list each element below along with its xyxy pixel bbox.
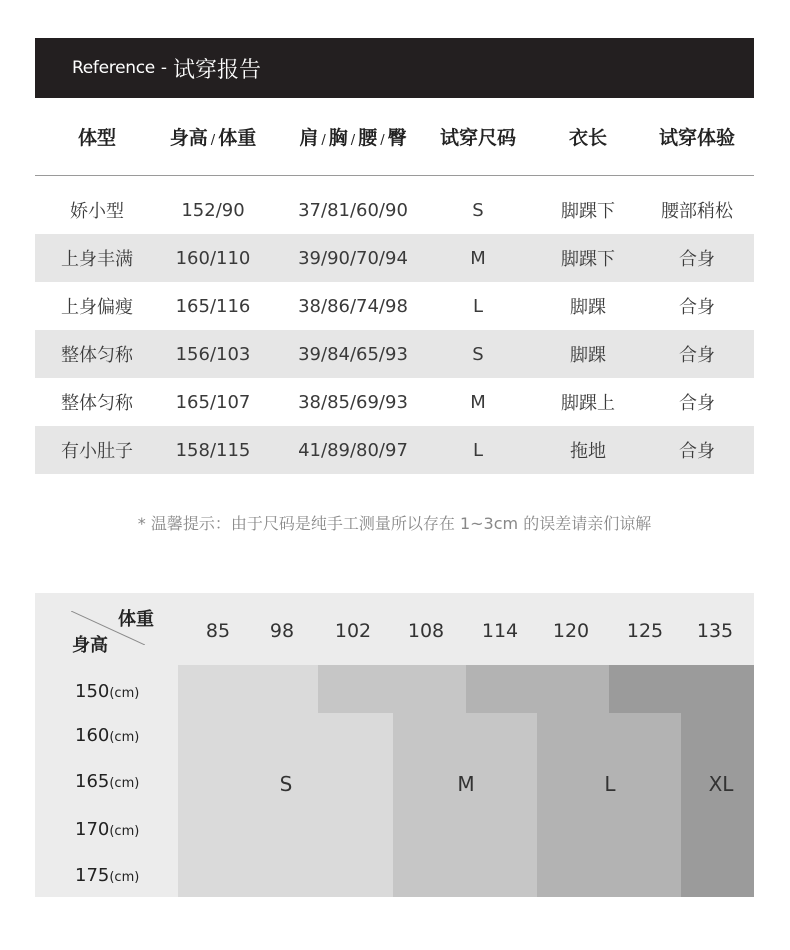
corner-weight-label: 体重 — [118, 609, 154, 630]
cell-measurements: 39/90/70/94 — [298, 247, 408, 269]
cell-length: 拖地 — [570, 441, 606, 462]
cell-measurements: 41/89/80/97 — [298, 439, 408, 461]
banner-reference: Reference — [72, 58, 155, 78]
report-banner — [35, 38, 754, 98]
height-label: 160(cm) — [75, 725, 140, 746]
size-zone-xl — [609, 665, 754, 713]
header-length: 衣长 — [568, 126, 608, 149]
cell-measurements: 39/84/65/93 — [298, 343, 408, 365]
cell-size: S — [472, 199, 484, 221]
weight-label: 125 — [626, 620, 664, 642]
cell-length: 脚踝 — [570, 345, 606, 366]
weight-label: 108 — [407, 620, 445, 642]
cell-length: 脚踝上 — [561, 393, 615, 414]
size-chart — [35, 593, 754, 897]
table-row — [35, 282, 754, 330]
cell-size: L — [472, 295, 484, 317]
table-row — [35, 426, 754, 474]
cell-body-type: 有小肚子 — [61, 441, 133, 462]
size-zone-m — [318, 665, 466, 713]
cell-experience: 合身 — [679, 441, 715, 462]
cell-experience: 合身 — [679, 393, 715, 414]
height-label: 170(cm) — [75, 819, 140, 840]
corner-height-label: 身高 — [72, 635, 108, 656]
height-label: 165(cm) — [75, 771, 140, 792]
weight-label: 114 — [481, 620, 519, 642]
cell-size: M — [470, 247, 486, 269]
table-row — [35, 378, 754, 426]
weight-label: 102 — [334, 620, 372, 642]
cell-experience: 腰部稍松 — [661, 201, 733, 222]
cell-length: 脚踝下 — [561, 249, 615, 270]
height-label: 175(cm) — [75, 865, 140, 886]
cell-height-weight: 165/116 — [175, 295, 251, 317]
table-row — [35, 330, 754, 378]
cell-measurements: 38/86/74/98 — [298, 295, 408, 317]
size-zone-m — [393, 713, 537, 897]
cell-body-type: 上身偏瘦 — [61, 297, 133, 318]
cell-height-weight: 160/110 — [175, 247, 251, 269]
size-label-l: L — [604, 772, 616, 796]
cell-body-type: 整体匀称 — [61, 393, 133, 414]
size-label-m: M — [457, 772, 475, 796]
table-header-row — [35, 112, 754, 160]
header-size: 试穿尺码 — [439, 126, 517, 149]
header-height-weight: 身高 / 体重 — [169, 126, 257, 149]
cell-height-weight: 156/103 — [175, 343, 251, 365]
header-measurements: 肩 / 胸 / 腰 / 臀 — [299, 126, 407, 149]
size-zone-l — [537, 713, 681, 897]
cell-body-type: 整体匀称 — [61, 345, 133, 366]
cell-size: M — [470, 391, 486, 413]
cell-body-type: 娇小型 — [70, 201, 124, 222]
size-zone-xl — [681, 713, 754, 897]
cell-body-type: 上身丰满 — [61, 249, 133, 270]
banner-title: 试穿报告 — [173, 57, 262, 83]
table-row — [35, 186, 754, 234]
cell-experience: 合身 — [679, 297, 715, 318]
weight-label: 135 — [696, 620, 734, 642]
table-row — [35, 234, 754, 282]
cell-size: L — [472, 439, 484, 461]
header-body-type: 体型 — [77, 126, 117, 149]
cell-experience: 合身 — [679, 345, 715, 366]
size-zone-s — [178, 665, 318, 897]
cell-measurements: 38/85/69/93 — [298, 391, 408, 413]
cell-experience: 合身 — [679, 249, 715, 270]
size-label-s: S — [279, 772, 293, 796]
table-divider — [35, 175, 754, 176]
weight-label: 85 — [205, 620, 231, 642]
size-zone-s — [318, 713, 393, 897]
height-label: 150(cm) — [75, 681, 140, 702]
measurement-note: * 温馨提示：由于尺码是纯手工测量所以存在 1~3cm 的误差请亲们谅解 — [137, 514, 652, 533]
header-experience: 试穿体验 — [658, 126, 736, 149]
weight-label: 120 — [552, 620, 590, 642]
cell-height-weight: 158/115 — [175, 439, 251, 461]
cell-measurements: 37/81/60/90 — [298, 199, 408, 221]
cell-height-weight: 152/90 — [181, 199, 245, 221]
cell-height-weight: 165/107 — [175, 391, 251, 413]
cell-size: S — [472, 343, 484, 365]
weight-label: 98 — [269, 620, 295, 642]
banner-separator: - — [160, 58, 168, 78]
cell-length: 脚踝 — [570, 297, 606, 318]
cell-length: 脚踝下 — [561, 201, 615, 222]
size-zone-l — [466, 665, 609, 713]
size-label-xl: XL — [708, 772, 734, 796]
